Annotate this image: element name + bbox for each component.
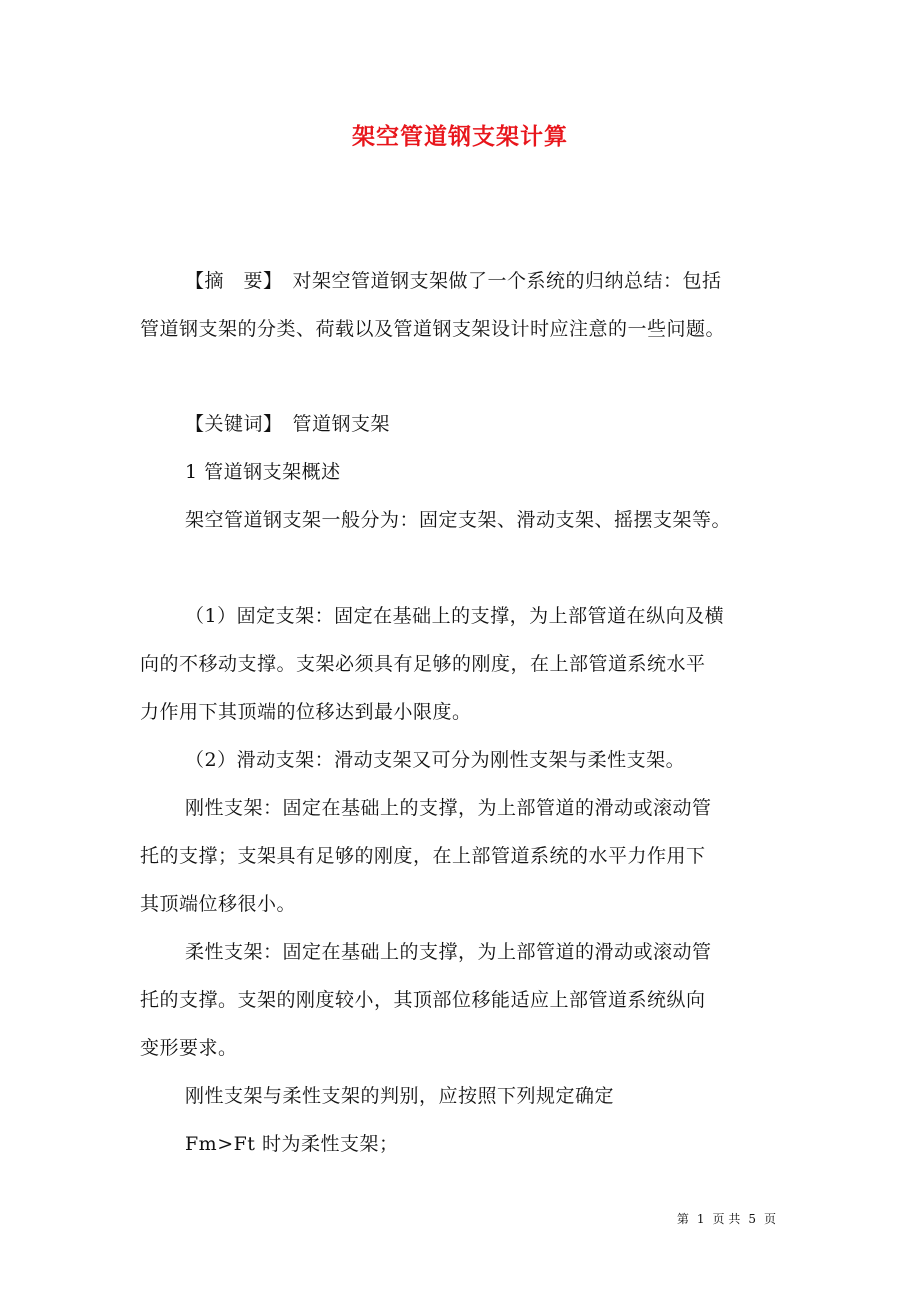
page-label-suffix: 页 (763, 1212, 776, 1226)
paragraph-criteria: 刚性支架与柔性支架的判别，应按照下列规定确定 (185, 1085, 615, 1107)
page-label-prefix: 第 (676, 1212, 689, 1226)
paragraph-rigid-line-2: 托的支撑；支架具有足够的刚度，在上部管道系统的水平力作用下 (140, 845, 706, 867)
paragraph-fixed-line-3: 力作用下其顶端的位移达到最小限度。 (140, 701, 472, 723)
page-number: 1 (696, 1212, 705, 1226)
paragraph-rigid-line-1: 刚性支架：固定在基础上的支撑，为上部管道的滑动或滚动管 (185, 797, 712, 819)
page-footer (673, 1210, 780, 1227)
page-total: 5 (748, 1212, 756, 1226)
section-heading: 1 管道钢支架概述 (185, 461, 341, 483)
abstract-line-1: 【摘 要】 对架空管道钢支架做了一个系统的归纳总结：包括 (185, 270, 722, 292)
keywords-line: 【关键词】 管道钢支架 (185, 413, 391, 435)
paragraph-sliding: （2）滑动支架：滑动支架又可分为刚性支架与柔性支架。 (185, 749, 686, 771)
paragraph-flexible-line-1: 柔性支架：固定在基础上的支撑，为上部管道的滑动或滚动管 (185, 941, 712, 963)
page-title: 架空管道钢支架计算 (352, 123, 568, 150)
page-label-middle: 页 共 (712, 1212, 741, 1226)
paragraph-flexible-line-2: 托的支撑。支架的刚度较小，其顶部位移能适应上部管道系统纵向 (140, 989, 706, 1011)
paragraph-rigid-line-3: 其顶端位移很小。 (140, 893, 297, 915)
paragraph-intro: 架空管道钢支架一般分为：固定支架、滑动支架、摇摆支架等。 (185, 509, 732, 531)
paragraph-fixed-line-1: （1）固定支架：固定在基础上的支撑，为上部管道在纵向及横 (185, 605, 725, 627)
paragraph-fixed-line-2: 向的不移动支撑。支架必须具有足够的刚度，在上部管道系统水平 (140, 653, 706, 675)
abstract-line-2: 管道钢支架的分类、荷载以及管道钢支架设计时应注意的一些问题。 (140, 318, 726, 340)
paragraph-formula: Fm>Ft 时为柔性支架； (185, 1133, 399, 1155)
paragraph-flexible-line-3: 变形要求。 (140, 1037, 238, 1059)
